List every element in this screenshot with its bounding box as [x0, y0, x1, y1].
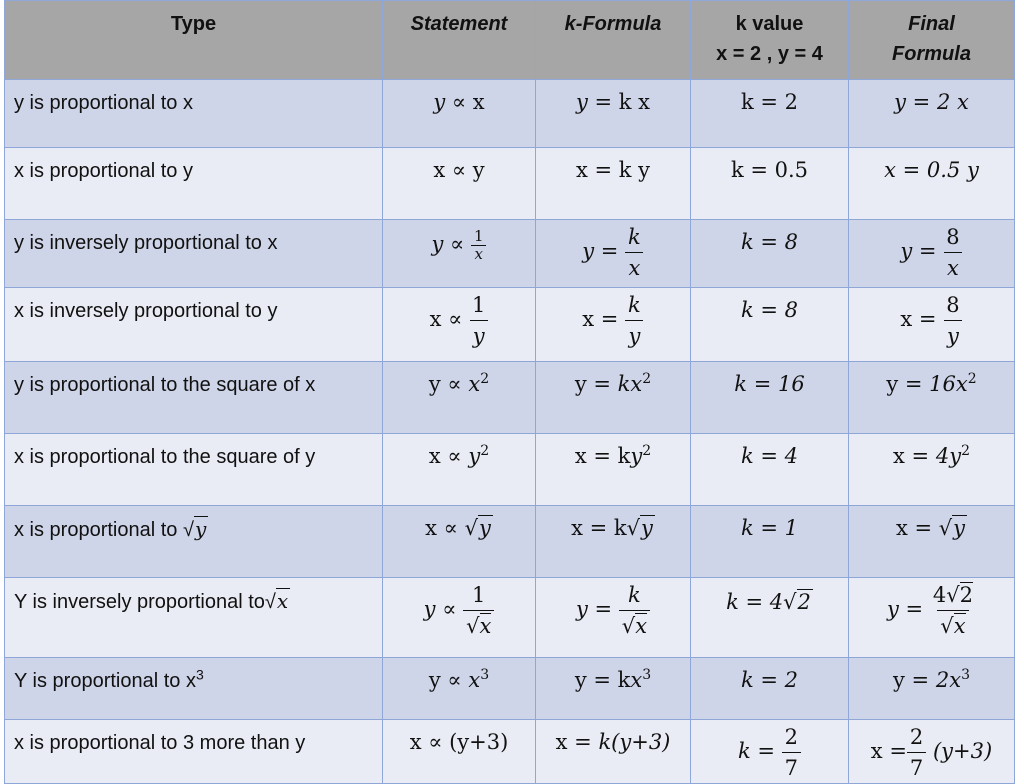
- square-root: √y: [938, 516, 966, 540]
- statement-cell: y ∝ $\frac{1}{√x}$: [383, 578, 536, 658]
- fraction: $\frac{1}{√x}$: [463, 580, 494, 641]
- table-row: [5, 720, 1015, 784]
- k-formula-cell: x = k√y: [536, 506, 691, 578]
- k-formula-cell: $y = kx^3$: [536, 658, 691, 720]
- fraction: $\frac{2}{7}$: [782, 722, 801, 783]
- k-value-cell: k = 16: [691, 362, 849, 434]
- k-value-cell: k = 4√2: [691, 578, 849, 658]
- table-row: [5, 148, 1015, 220]
- final-formula-cell: x = $\frac{2}{7}$ (y+3): [849, 720, 1015, 784]
- table-row: [5, 434, 1015, 506]
- square-root: √2: [783, 590, 811, 614]
- k-formula-cell: $x = ky^2$: [536, 434, 691, 506]
- header-k-value: k value x = 2 , y = 4: [691, 1, 849, 80]
- k-formula-cell: x = k(y+3): [536, 720, 691, 784]
- statement-cell: $y \propto x^3$: [383, 658, 536, 720]
- final-formula-cell: y = $\frac{8}{x}$: [849, 220, 1015, 288]
- final-formula-cell: x = $\frac{8}{y}$: [849, 288, 1015, 362]
- k-formula-cell: y = k x: [536, 80, 691, 148]
- header-k-formula: k-Formula: [536, 1, 691, 80]
- proportionality-table: [4, 0, 1015, 784]
- final-formula-cell: x = 0.5 y: [849, 148, 1015, 220]
- k-value-cell: k = 2: [691, 658, 849, 720]
- k-value-cell: k = 8: [691, 288, 849, 362]
- k-value-cell: k = 4: [691, 434, 849, 506]
- fraction: $\frac{8}{y}$: [943, 290, 962, 351]
- table-row: [5, 578, 1015, 658]
- header-row: [5, 1, 1015, 80]
- fraction: $\frac{4√2}{√x}$: [930, 580, 976, 641]
- header-final-formula: Final Formula: [849, 1, 1015, 80]
- header-statement: Statement: [383, 1, 536, 80]
- type-cell: x is proportional to 3 more than y: [5, 720, 383, 784]
- final-formula-cell: x = √y: [849, 506, 1015, 578]
- statement-cell: x ∝ $\frac{1}{y}$: [383, 288, 536, 362]
- fraction: $\frac{k}{y}$: [625, 290, 644, 351]
- statement-cell: y ∝ $\frac{1}{x}$: [383, 220, 536, 288]
- statement-cell: y ∝ x: [383, 80, 536, 148]
- statement-cell: x ∝ √y: [383, 506, 536, 578]
- fraction: $\frac{1}{y}$: [469, 290, 488, 351]
- k-formula-cell: y = $\frac{k}{√x}$: [536, 578, 691, 658]
- final-formula-cell: $y = 2x^3$: [849, 658, 1015, 720]
- type-cell: x is proportional to √y: [5, 506, 383, 578]
- final-formula-cell: $y = 16x^2$: [849, 362, 1015, 434]
- final-formula-cell: y = $\frac{4√2}{√x}$: [849, 578, 1015, 658]
- type-cell: Y is inversely proportional to√x: [5, 578, 383, 658]
- statement-cell: x ∝ (y+3): [383, 720, 536, 784]
- table-row: [5, 506, 1015, 578]
- k-value-cell: k = 2: [691, 80, 849, 148]
- k-formula-cell: y = $\frac{k}{x}$: [536, 220, 691, 288]
- type-cell: x is proportional to y: [5, 148, 383, 220]
- type-cell: y is proportional to x: [5, 80, 383, 148]
- k-value-cell: k = 8: [691, 220, 849, 288]
- square-root: √y: [464, 516, 491, 540]
- k-value-cell: k = 0.5: [691, 148, 849, 220]
- type-cell: y is proportional to the square of x: [5, 362, 383, 434]
- k-formula-cell: $y = kx^2$: [536, 362, 691, 434]
- k-formula-cell: x = $\frac{k}{y}$: [536, 288, 691, 362]
- statement-cell: x ∝ y: [383, 148, 536, 220]
- square-root: √x: [264, 589, 289, 613]
- header-type: Type: [5, 1, 383, 80]
- square-root: √y: [182, 517, 207, 541]
- type-cell: x is inversely proportional to y: [5, 288, 383, 362]
- table-row: [5, 220, 1015, 288]
- fraction: $\frac{k}{x}$: [625, 222, 644, 283]
- fraction: $\frac{1}{x}$: [471, 228, 487, 263]
- type-cell: y is inversely proportional to x: [5, 220, 383, 288]
- type-cell: x is proportional to the square of y: [5, 434, 383, 506]
- fraction: $\frac{k}{√x}$: [619, 580, 650, 641]
- statement-cell: $y \propto x^2$: [383, 362, 536, 434]
- table-row: [5, 658, 1015, 720]
- k-formula-cell: x = k y: [536, 148, 691, 220]
- type-cell: Y is proportional to $x^3$: [5, 658, 383, 720]
- table-row: [5, 80, 1015, 148]
- fraction: $\frac{2}{7}$: [907, 722, 926, 783]
- statement-cell: $x \propto y^2$: [383, 434, 536, 506]
- k-value-cell: k = $\frac{2}{7}$: [691, 720, 849, 784]
- final-formula-cell: $x = 4y^2$: [849, 434, 1015, 506]
- k-value-cell: k = 1: [691, 506, 849, 578]
- table-row: [5, 288, 1015, 362]
- square-root: √y: [626, 516, 653, 540]
- fraction: $\frac{8}{x}$: [943, 222, 962, 283]
- table-row: [5, 362, 1015, 434]
- final-formula-cell: y = 2 x: [849, 80, 1015, 148]
